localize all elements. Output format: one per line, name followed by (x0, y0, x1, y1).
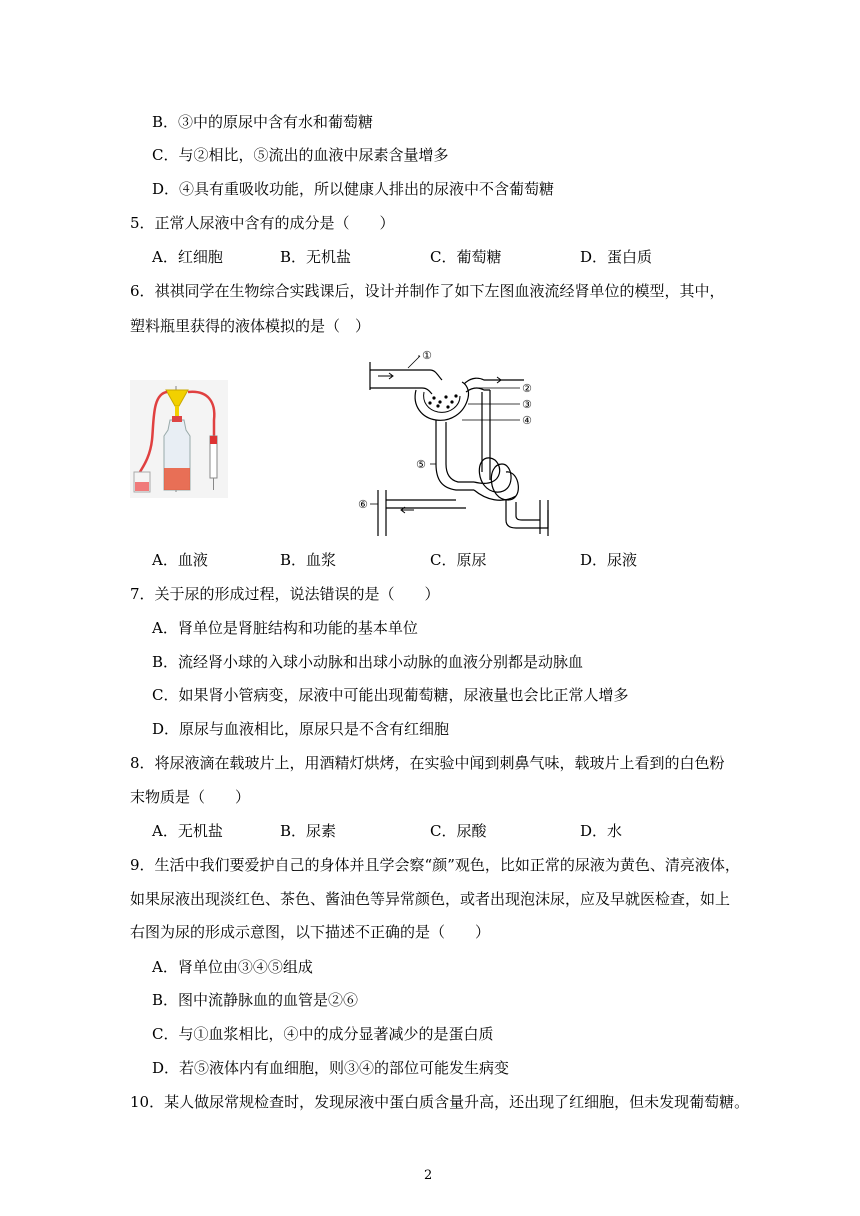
q5-option-c: C．葡萄糖 (430, 248, 502, 266)
q5-stem: 5．正常人尿液中含有的成分是（ ） (130, 214, 395, 232)
q7-option-c: C．如果肾小管病变，尿液中可能出现葡萄糖，尿液量也会比正常人增多 (152, 686, 629, 704)
q4-option-c: C．与②相比，⑤流出的血液中尿素含量增多 (152, 146, 449, 164)
q7-stem: 7．关于尿的形成过程，说法错误的是（ ） (130, 585, 440, 603)
diagram-label-5: ⑤ (416, 458, 426, 471)
q8-option-b: B．尿素 (280, 822, 337, 840)
q8-option-d: D．水 (580, 822, 623, 840)
q4-option-b: B．③中的原尿中含有水和葡萄糖 (152, 113, 374, 131)
q8-option-a: A．无机盐 (152, 822, 223, 840)
diagram-label-2: ② (522, 382, 532, 395)
q8-stem-line1: 8．将尿液滴在载玻片上，用酒精灯烘烤，在实验中闻到刺鼻气味，载玻片上看到的白色粉 (130, 754, 725, 772)
diagram-label-1: ① (422, 349, 432, 362)
diagram-label-6: ⑥ (358, 498, 368, 511)
q7-option-d: D．原尿与血液相比，原尿只是不含有红细胞 (152, 720, 450, 738)
q9-stem-line2: 如果尿液出现淡红色、茶色、酱油色等异常颜色，或者出现泡沫尿，应及早就医检查，如上 (130, 890, 731, 908)
diagram-label-3: ③ (522, 398, 532, 411)
q8-option-c: C．尿酸 (430, 822, 487, 840)
q5-option-b: B．无机盐 (280, 248, 352, 266)
q5-option-a: A．红细胞 (152, 248, 223, 266)
q6-option-a: A．血液 (152, 551, 208, 569)
q9-stem-line1: 9．生活中我们要爱护自己的身体并且学会察“颜”观色，比如正常的尿液为黄色、清亮液体， (130, 856, 740, 874)
q6-stem-line1: 6．祺祺同学在生物综合实践课后，设计并制作了如下左图血液流经肾单位的模型，其中， (130, 282, 725, 300)
q5-option-d: D．蛋白质 (580, 248, 653, 266)
q6-option-d: D．尿液 (580, 551, 638, 569)
q9-option-c: C．与①血浆相比，④中的成分显著减少的是蛋白质 (152, 1025, 494, 1043)
nephron-diagram (356, 340, 566, 540)
q9-option-a: A．肾单位由③④⑤组成 (152, 958, 313, 976)
q8-stem-line2: 末物质是（ ） (130, 788, 251, 806)
q9-stem-line3: 右图为尿的形成示意图，以下描述不正确的是（ ） (130, 923, 491, 941)
q10-stem: 10．某人做尿常规检查时，发现尿液中蛋白质含量升高，还出现了红细胞，但未发现葡萄糖。 (130, 1093, 750, 1111)
q7-option-b: B．流经肾小球的入球小动脉和出球小动脉的血液分别都是动脉血 (152, 653, 584, 671)
q4-option-d: D．④具有重吸收功能，所以健康人排出的尿液中不含葡萄糖 (152, 180, 555, 198)
q9-option-d: D．若⑤液体内有血细胞，则③④的部位可能发生病变 (152, 1059, 510, 1077)
q7-option-a: A．肾单位是肾脏结构和功能的基本单位 (152, 619, 418, 637)
q9-option-b: B．图中流静脉血的血管是②⑥ (152, 991, 359, 1009)
diagram-label-4: ④ (522, 414, 532, 427)
page-number: 2 (424, 1168, 433, 1183)
q6-option-b: B．血浆 (280, 551, 337, 569)
q6-option-c: C．原尿 (430, 551, 487, 569)
bottle-model-image (130, 380, 228, 498)
q6-stem-line2: 塑料瓶里获得的液体模拟的是（ ） (130, 317, 371, 335)
